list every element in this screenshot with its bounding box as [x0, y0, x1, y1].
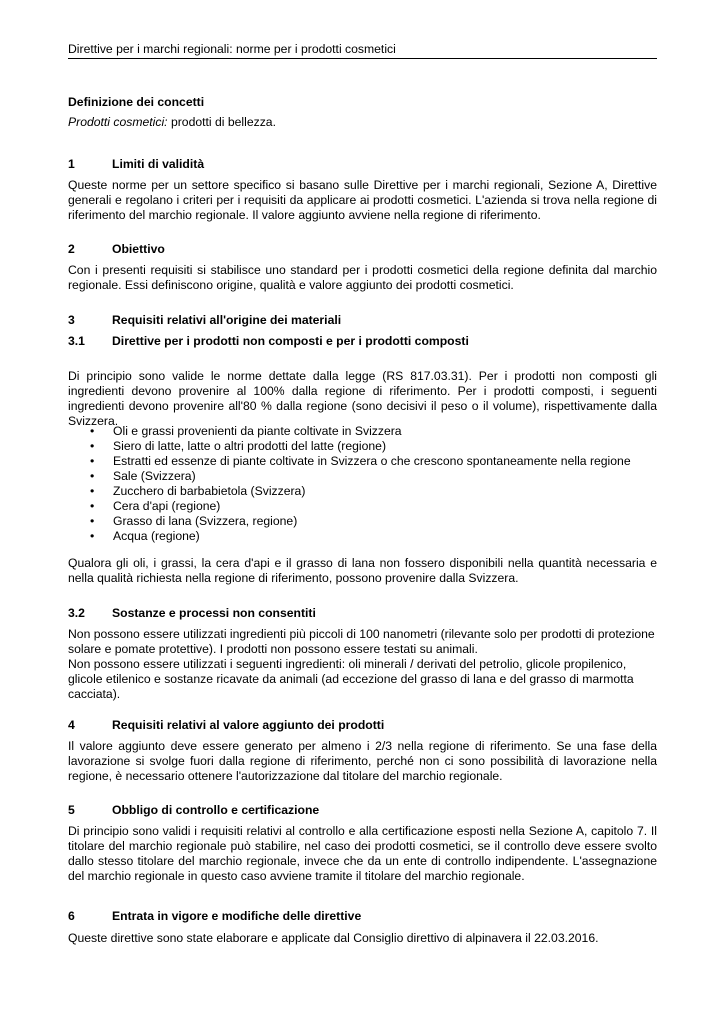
section-3-2-paragraph-1: Non possono essere utilizzati ingredienti più piccoli di 100 nanometri (rilevante solo per prodotti di protezione solare e pomate protettive). I prodotti non possono essere testati su animali. — [68, 627, 655, 656]
definition-text: prodotti di bellezza. — [167, 115, 276, 129]
definition-line — [68, 115, 657, 130]
bullet-icon: • — [90, 454, 95, 468]
bullet-icon: • — [90, 529, 95, 543]
bullet-icon: • — [90, 514, 95, 528]
section-heading-3 — [68, 313, 657, 328]
list-item: • Oli e grassi provenienti da piante coltivate in Svizzera — [90, 424, 402, 438]
section-title: Requisiti relativi al valore aggiunto dei prodotti — [112, 718, 385, 732]
section-number: 3.2 — [68, 606, 85, 620]
bullet-icon: • — [90, 439, 95, 453]
section-title: Direttive per i prodotti non composti e per i prodotti composti — [112, 334, 469, 348]
section-number: 4 — [68, 718, 75, 732]
ingredients-list — [68, 424, 657, 544]
list-item: • Cera d'api (regione) — [90, 499, 221, 513]
section-number: 1 — [68, 157, 75, 171]
list-item: • Acqua (regione) — [90, 529, 200, 543]
page-header: Direttive per i marchi regionali: norme per i prodotti cosmetici — [68, 42, 396, 56]
list-item: • Sale (Svizzera) — [90, 469, 196, 483]
section-1-paragraph: Queste norme per un settore specifico si basano sulle Direttive per i marchi regionali, Sezione A, Direttive generali e regolano i criteri per i requisiti da applicare ai prodotti cosmetici. L'azienda si trova nella regione di riferimento del marchio regionale. Il valore aggiunto avviene nella regione di riferimento. — [68, 178, 657, 222]
section-2-paragraph: Con i presenti requisiti si stabilisce uno standard per i prodotti cosmetici della regione definita dal marchio regionale. Essi definiscono origine, qualità e valore aggiunto dei prodotti cosmetici. — [68, 263, 657, 292]
section-heading-5 — [68, 803, 657, 818]
section-heading-3-1 — [68, 334, 657, 349]
section-title: Limiti di validità — [112, 157, 205, 171]
bullet-icon: • — [90, 469, 95, 483]
section-number: 5 — [68, 803, 75, 817]
section-heading-4 — [68, 718, 657, 733]
section-4-paragraph: Il valore aggiunto deve essere generato per almeno i 2/3 nella regione di riferimento. Se una fase della lavorazione si svolge fuori dalla regione di riferimento, perché non ci sono possibilità di lavorazione nella regione, è necessario ottenere l'autorizzazione dal titolare del marchio regionale. — [68, 739, 657, 783]
section-5-paragraph: Di principio sono validi i requisiti relativi al controllo e alla certificazione esposti nella Sezione A, capitolo 7. Il titolare del marchio regionale può stabilire, nel caso dei prodotti cosmetici, se il controllo deve essere svolto dallo stesso titolare del marchio regionale, invece che da un ente di controllo indipendente. L'assegnazione del marchio regionale in questo caso avviene tramite il titolare del marchio regionale. — [68, 824, 657, 883]
section-heading-3-2 — [68, 606, 657, 621]
section-heading-2 — [68, 242, 657, 257]
section-title: Requisiti relativi all'origine dei materiali — [112, 313, 342, 327]
section-heading-1 — [68, 157, 657, 172]
section-title: Sostanze e processi non consentiti — [112, 606, 316, 620]
bullet-icon: • — [90, 484, 95, 498]
section-title: Entrata in vigore e modifiche delle direttive — [112, 909, 362, 923]
list-item: • Zucchero di barbabietola (Svizzera) — [90, 484, 306, 498]
section-6-paragraph: Queste direttive sono state elaborare e applicate dal Consiglio direttivo di alpinavera il 22.03.2016. — [68, 931, 599, 945]
section-number: 6 — [68, 909, 75, 923]
definition-term: Prodotti cosmetici: — [68, 115, 168, 129]
section-3-1-closing-paragraph: Qualora gli oli, i grassi, la cera d'api e il grasso di lana non fossero disponibili nella quantità necessaria e nella qualità richiesta nella regione di riferimento, possono provenire dalla Svizzera. — [68, 556, 657, 585]
section-number: 3 — [68, 313, 75, 327]
section-title: Obbligo di controllo e certificazione — [112, 803, 320, 817]
bullet-icon: • — [90, 499, 95, 513]
list-item: • Grasso di lana (Svizzera, regione) — [90, 514, 298, 528]
bullet-icon: • — [90, 424, 95, 438]
section-number: 2 — [68, 242, 75, 256]
header-divider — [68, 58, 657, 59]
list-item: • Siero di latte, latte o altri prodotti del latte (regione) — [90, 439, 387, 453]
section-title: Obiettivo — [112, 242, 165, 256]
section-heading-6 — [68, 909, 657, 924]
list-item: • Estratti ed essenze di piante coltivate in Svizzera o che crescono spontaneamente nella regione — [90, 454, 631, 468]
section-number: 3.1 — [68, 334, 85, 348]
section-3-1-paragraph: Di principio sono valide le norme dettate dalla legge (RS 817.03.31). Per i prodotti non composti gli ingredienti devono provenire al 100% dalla regione di riferimento. Per i prodotti composti, i seguenti ingredienti devono provenire all'80 % dalla regione (sono decisivi il peso o il volume), rispettivamente dalla Svizzera. — [68, 369, 657, 428]
definitions-heading: Definizione dei concetti — [68, 95, 205, 109]
section-3-2-paragraph-2: Non possono essere utilizzati i seguenti ingredienti: oli minerali / derivati del petrolio, glicole propilenico, glicole etilenico e sostanze ricavate da animali (ad eccezione del grasso di lana e del grasso di marmotta cacciata). — [68, 657, 634, 701]
